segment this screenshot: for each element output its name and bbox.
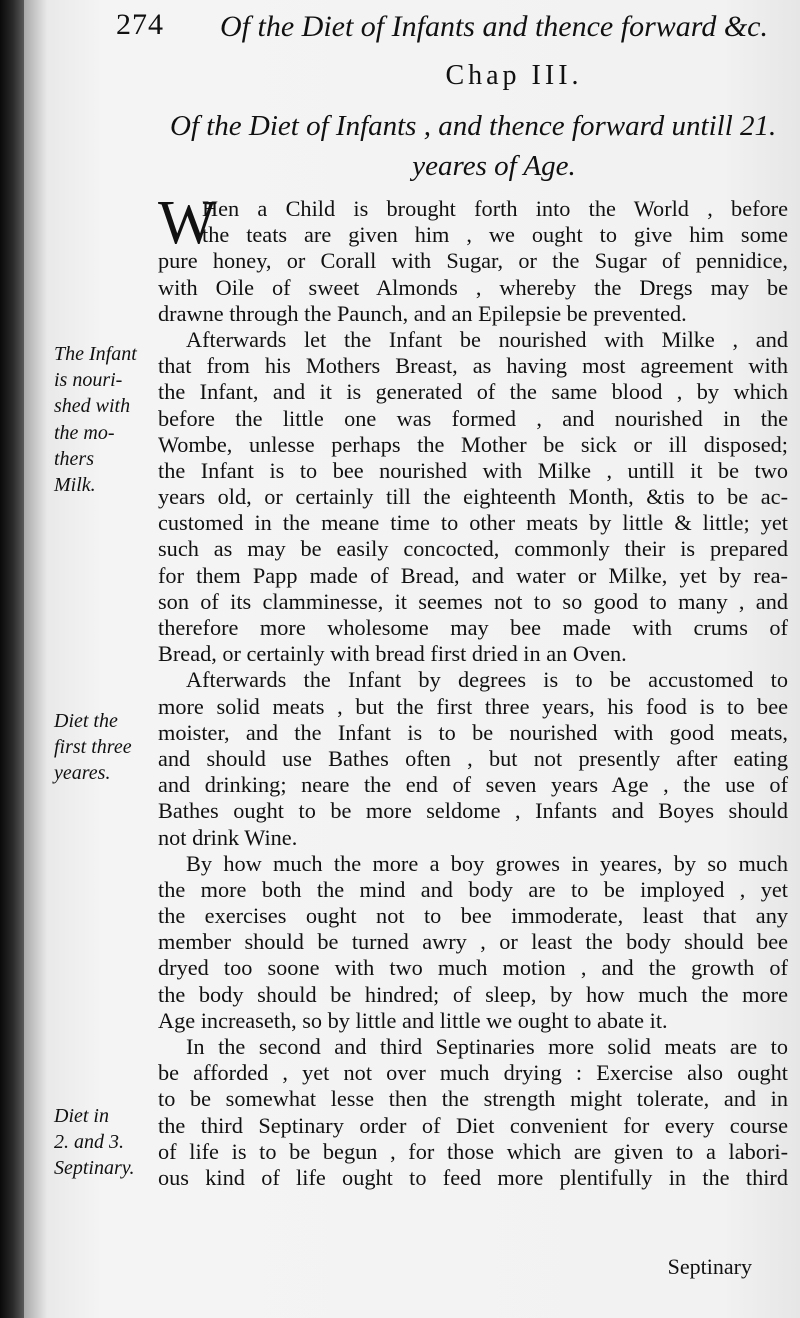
margin-note-line: the mo-: [54, 421, 115, 444]
margin-note-line: Milk.: [54, 474, 96, 497]
text-line: the more both the mind and body are to be imployed , yet: [158, 876, 788, 902]
text-line: not drink Wine.: [158, 824, 298, 850]
text-line: pure honey, or Corall with Sugar, or the Sugar of pennidice,: [158, 248, 788, 274]
text-line: the exercises ought not to bee immoderate, least that any: [158, 903, 788, 929]
text-line: with Oile of sweet Almonds , whereby the Dregs may be: [158, 274, 788, 300]
chapter-title-line-2: yeares of Age.: [412, 150, 576, 182]
drop-cap: W: [158, 189, 217, 257]
margin-note-septinary: [54, 1103, 166, 1182]
text-line: such as may be easily concocted, commonly their is prepared: [158, 536, 788, 562]
margin-note-line: first three: [54, 736, 132, 759]
running-head: Of the Diet of Infants and thence forward &c.: [220, 10, 768, 43]
text-line: years old, or certainly till the eighteenth Month, &tis to be ac-: [158, 484, 788, 510]
margin-note-line: The Infant: [54, 343, 137, 365]
text-line: son of its clamminesse, it seemes not to so good to many , and: [158, 588, 788, 614]
text-line: Hen a Child is brought forth into the World , before: [202, 196, 788, 221]
margin-note-first-three-years: [54, 708, 166, 787]
margin-note-line: shed with: [54, 395, 131, 418]
text-line: dryed too soone with two much motion , and the growth of: [158, 955, 788, 981]
text-line: the teats are given him , we ought to give him some: [202, 222, 788, 248]
page-header: [116, 6, 780, 52]
catchword: Septinary: [667, 1254, 752, 1279]
text-line: of life is to be begun , for those which are given to a labori-: [158, 1138, 788, 1164]
body-text: [158, 189, 788, 1191]
chapter-title: [154, 106, 794, 186]
margin-note-line: Diet in: [54, 1105, 109, 1127]
text-line: and drinking; neare the end of seven years Age , the use of: [158, 772, 788, 798]
text-line: By how much the more a boy growes in yeares, by so much: [186, 850, 788, 876]
text-line: In the second and third Septinaries more solid meats are to: [186, 1034, 788, 1059]
text-line: Afterwards let the Infant be nourished with Milke , and: [186, 326, 788, 352]
text-line: the Infant, and it is generated of the same blood , by which: [158, 379, 788, 405]
text-line: the body should be hindred; of sleep, by how much the more: [158, 981, 788, 1007]
text-line: therefore more wholesome may bee made with crums of: [158, 615, 788, 640]
text-line: Bread, or certainly with bread first dried in an Oven.: [158, 641, 627, 667]
text-line: that from his Mothers Breast, as having most agreement with: [158, 353, 788, 379]
text-line: Afterwards the Infant by degrees is to be accustomed to: [186, 667, 788, 693]
text-line: for them Papp made of Bread, and water or Milke, yet by rea-: [158, 562, 788, 588]
chapter-title-line-1: Of the Diet of Infants , and thence forward untill 21.: [170, 110, 777, 142]
text-line: member should be turned awry , or least the body should bee: [158, 929, 788, 955]
page-number: 274: [116, 8, 164, 41]
margin-note-line: is nouri-: [54, 369, 123, 392]
text-line: the Infant is to bee nourished with Milke , untill it be two: [158, 457, 788, 483]
margin-note-line: Diet the: [54, 710, 118, 732]
margin-note-line: 2. and 3.: [54, 1131, 124, 1154]
text-line: drawne through the Paunch, and an Epilepsie be prevented.: [158, 300, 687, 326]
text-line: to be somewhat lesse then the strength might tolerate, and in: [158, 1086, 788, 1112]
book-page: [24, 0, 800, 1318]
text-line: customed in the meane time to other meats by little & little; yet: [158, 510, 788, 536]
text-line: moister, and the Infant is to be nourished with good meats,: [158, 719, 788, 745]
text-line: Bathes ought to be more seldome , Infants and Boyes should: [158, 798, 788, 824]
text-line: more solid meats , but the first three years, his food is to bee: [158, 693, 788, 719]
margin-note-infant-milk: [54, 341, 166, 498]
text-line: and should use Bathes often , but not presently after eating: [158, 745, 788, 771]
text-line: ous kind of life ought to feed more plentifully in the third: [158, 1164, 788, 1190]
text-line: before the little one was formed , and nourished in the: [158, 405, 788, 431]
margin-note-line: thers: [54, 447, 94, 470]
text-line: be afforded , yet not over much drying : Exercise also ought: [158, 1060, 788, 1086]
margin-note-line: yeares.: [54, 762, 111, 785]
margin-note-line: Septinary.: [54, 1157, 135, 1180]
chapter-number: Chap III.: [445, 60, 583, 91]
text-line: Age increaseth, so by little and little we ought to abate it.: [158, 1007, 668, 1033]
text-line: the third Septinary order of Diet convenient for every course: [158, 1112, 788, 1138]
text-line: Wombe, unlesse perhaps the Mother be sick or ill disposed;: [158, 431, 788, 457]
